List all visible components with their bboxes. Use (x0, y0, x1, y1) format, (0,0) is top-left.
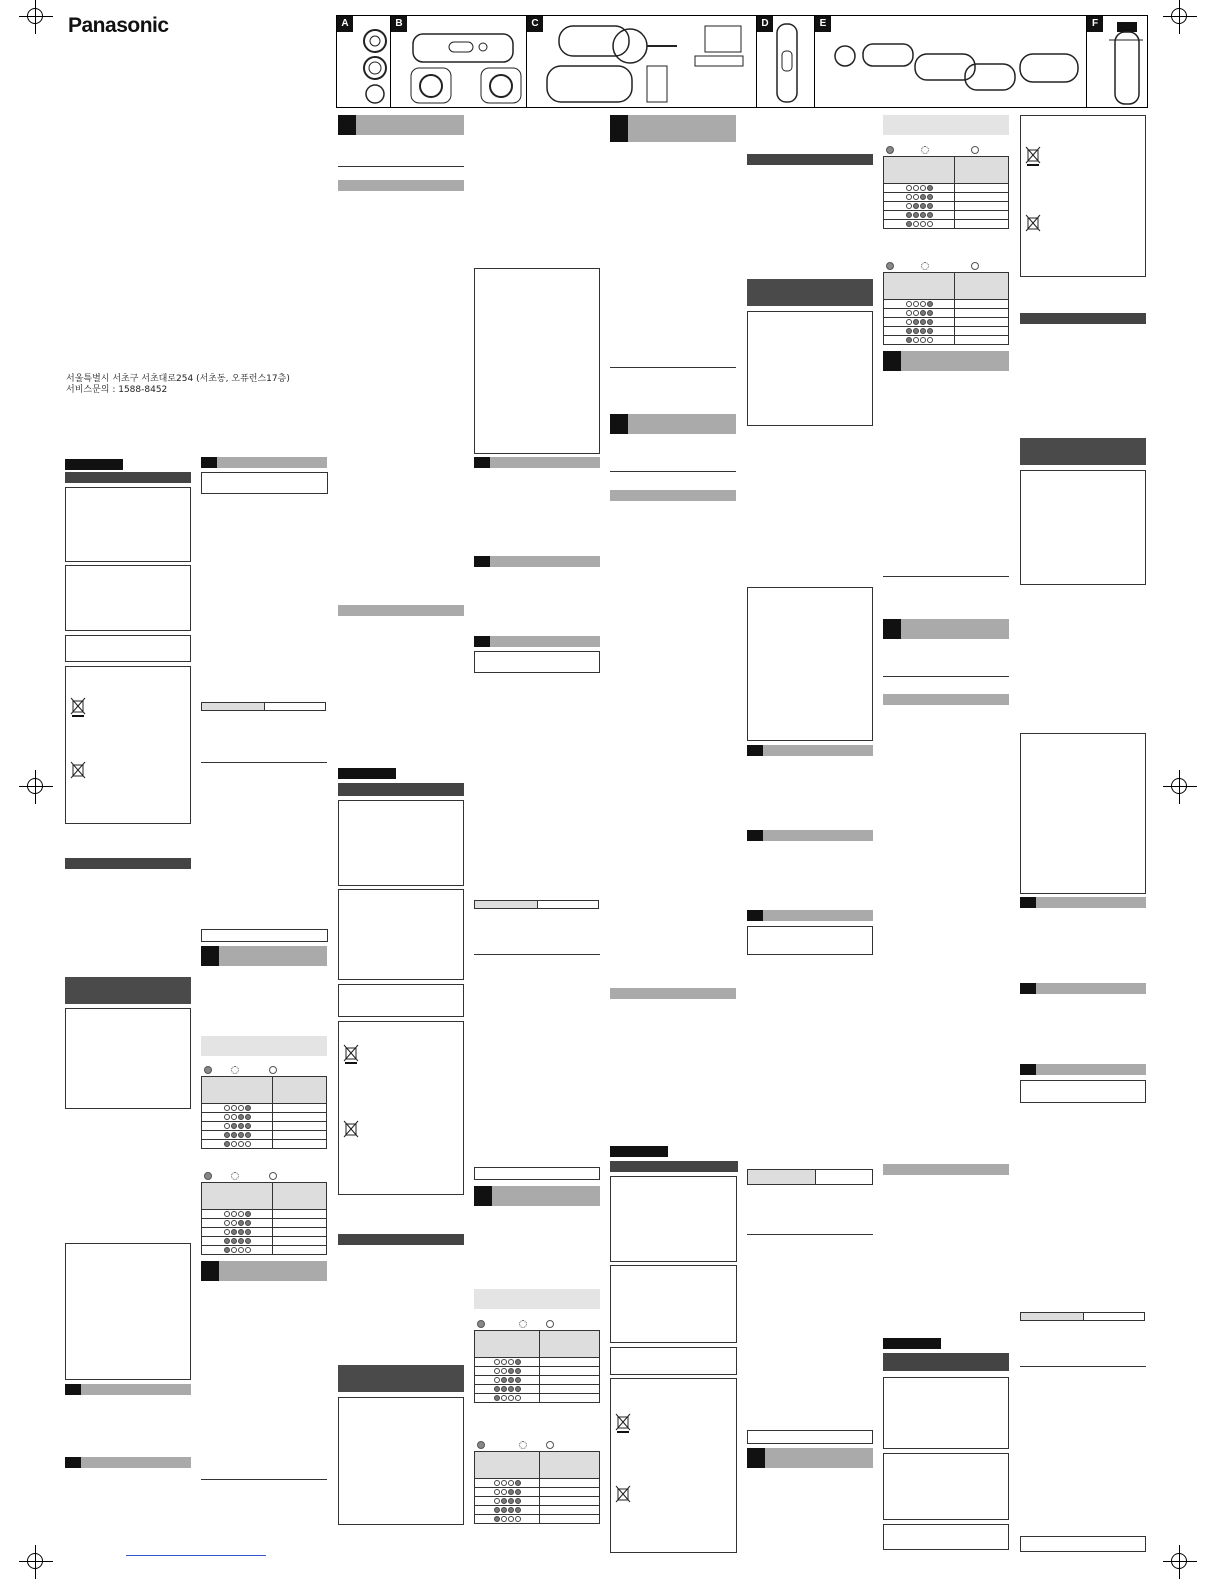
notice-box (1020, 1536, 1146, 1552)
figure-label: C (527, 16, 543, 32)
figure-panel-d (756, 15, 815, 108)
section-header (338, 1365, 464, 1392)
address-block (66, 374, 290, 396)
notice-box (65, 565, 191, 631)
notice-box (65, 1243, 191, 1380)
notice-box (883, 1377, 1009, 1449)
led-blink-icon (231, 1172, 239, 1180)
spec-row (474, 900, 599, 909)
section-bar (65, 472, 191, 483)
subsection-bar (338, 180, 464, 191)
divider (610, 367, 736, 368)
figure-panel-b (390, 15, 527, 108)
section-heading (747, 910, 873, 921)
figure-label: E (815, 16, 831, 32)
section-heading (65, 1384, 191, 1395)
section-heading (747, 1448, 873, 1468)
subsection-bar (610, 490, 736, 501)
notice-box (883, 1524, 1009, 1550)
footer-link-underline[interactable] (126, 1555, 266, 1556)
notice-box (474, 651, 600, 673)
crossed-out-wheelie-bin-icon (70, 761, 86, 781)
section-heading (201, 1261, 327, 1281)
notice-box (747, 587, 873, 741)
address-line: 서울특별시 서초구 서초대로254 (서초동, 오퓨런스17층) (66, 374, 290, 384)
section-bar (338, 1234, 464, 1245)
section-heading (474, 636, 600, 647)
section-bar (883, 1353, 1009, 1371)
led-on-icon (886, 146, 894, 154)
subsection-bar (610, 988, 736, 999)
section-bar (747, 154, 873, 165)
crossed-out-wheelie-bin-icon (70, 697, 86, 717)
crossed-out-wheelie-bin-icon (343, 1120, 359, 1140)
section-heading (1020, 983, 1146, 994)
section-heading (201, 946, 327, 966)
disposal-box (338, 1021, 464, 1195)
led-off-icon (269, 1172, 277, 1180)
section-heading (610, 414, 736, 434)
led-on-icon (204, 1066, 212, 1074)
notice-box (1020, 733, 1146, 894)
crossed-out-wheelie-bin-icon (615, 1413, 631, 1433)
notice-box (747, 1430, 873, 1444)
section-header (65, 977, 191, 1004)
section-heading (1020, 1064, 1146, 1075)
notice-box (610, 1265, 737, 1343)
section-heading (1020, 897, 1146, 908)
led-blink-icon (921, 146, 929, 154)
crossed-out-wheelie-bin-icon (1025, 146, 1041, 166)
registration-mark (1163, 0, 1197, 34)
section-heading (474, 1186, 600, 1206)
section-heading (201, 457, 327, 468)
led-off-icon (546, 1320, 554, 1328)
section-heading (338, 115, 464, 135)
section-heading (474, 556, 600, 567)
registration-mark (19, 0, 53, 34)
notice-box (338, 1397, 464, 1525)
section-heading (747, 830, 873, 841)
battery-cap-illustration (337, 16, 389, 106)
divider (747, 1234, 873, 1235)
led-off-icon (971, 146, 979, 154)
led-blink-icon (921, 262, 929, 270)
notice-box (65, 635, 191, 662)
notice-box (201, 929, 328, 942)
spec-row (747, 1169, 873, 1185)
usb-charging-illustration (527, 16, 755, 106)
section-heading (747, 745, 873, 756)
spec-row (201, 702, 326, 711)
spec-row (1020, 1312, 1145, 1321)
section-header (1020, 438, 1146, 465)
divider (201, 1479, 327, 1480)
section-bar (65, 858, 191, 869)
battery-insert-illustration (815, 16, 1085, 106)
section-bar (338, 783, 464, 796)
registration-mark (1163, 1545, 1197, 1579)
section-bar (1020, 313, 1146, 324)
section-heading (65, 1457, 191, 1468)
info-band (201, 1036, 327, 1056)
led-on-icon (204, 1172, 212, 1180)
notice-box (747, 311, 873, 426)
notice-box (338, 800, 464, 886)
led-blink-icon (519, 1441, 527, 1449)
subsection-bar (338, 605, 464, 616)
light-side-illustration (1087, 16, 1145, 106)
registration-mark (19, 770, 53, 804)
led-off-icon (971, 262, 979, 270)
notice-box (1020, 470, 1146, 585)
notice-box (338, 889, 464, 980)
divider (883, 576, 1009, 577)
led-off-icon (546, 1441, 554, 1449)
figure-panel-e (814, 15, 1087, 108)
service-phone: 서비스문의 : 1588-8452 (66, 385, 168, 395)
notice-box (65, 1008, 191, 1109)
notice-box (474, 268, 600, 454)
notice-box (201, 472, 328, 494)
notice-box (338, 984, 464, 1017)
info-band (474, 1289, 600, 1309)
subsection-bar (883, 694, 1009, 705)
crossed-out-wheelie-bin-icon (1025, 214, 1041, 234)
subsection-bar (883, 1164, 1009, 1175)
disposal-box (1020, 115, 1146, 277)
notice-box (1020, 1080, 1146, 1103)
divider (610, 471, 736, 472)
section-header (747, 279, 873, 306)
section-heading (883, 351, 1009, 371)
figure-label: B (391, 16, 407, 32)
notice-box (747, 926, 873, 955)
light-front-illustration (757, 16, 813, 106)
figure-panel-c (526, 15, 757, 108)
divider (474, 954, 600, 955)
notice-box (65, 487, 191, 562)
registration-mark (19, 1545, 53, 1579)
led-on-icon (886, 262, 894, 270)
info-band (883, 115, 1009, 135)
section-heading (883, 619, 1009, 639)
crossed-out-wheelie-bin-icon (615, 1485, 631, 1505)
led-blink-icon (231, 1066, 239, 1074)
panasonic-logo: Panasonic (68, 14, 169, 37)
language-tab (610, 1146, 668, 1157)
section-bar (610, 1161, 738, 1172)
divider (883, 676, 1009, 677)
figure-label: A (337, 16, 353, 32)
notice-box (610, 1176, 737, 1262)
figure-panel-a (336, 15, 391, 108)
led-blink-icon (519, 1320, 527, 1328)
section-heading (610, 115, 736, 142)
led-on-icon (477, 1441, 485, 1449)
led-off-icon (269, 1066, 277, 1074)
language-tab (338, 768, 396, 779)
divider (201, 762, 327, 763)
disposal-box (610, 1378, 737, 1553)
crossed-out-wheelie-bin-icon (343, 1044, 359, 1064)
language-tab (65, 459, 123, 470)
light-illustration (391, 16, 525, 106)
notice-box (610, 1347, 737, 1375)
registration-mark (1163, 770, 1197, 804)
figure-label: F (1087, 16, 1103, 32)
section-heading (474, 457, 600, 468)
notice-box (883, 1453, 1009, 1520)
divider (1020, 1366, 1146, 1367)
language-tab (883, 1338, 941, 1349)
led-on-icon (477, 1320, 485, 1328)
figure-label: D (757, 16, 773, 32)
divider (338, 166, 464, 167)
disposal-box (65, 666, 191, 824)
figure-panel-f (1086, 15, 1148, 108)
notice-box (474, 1167, 600, 1180)
